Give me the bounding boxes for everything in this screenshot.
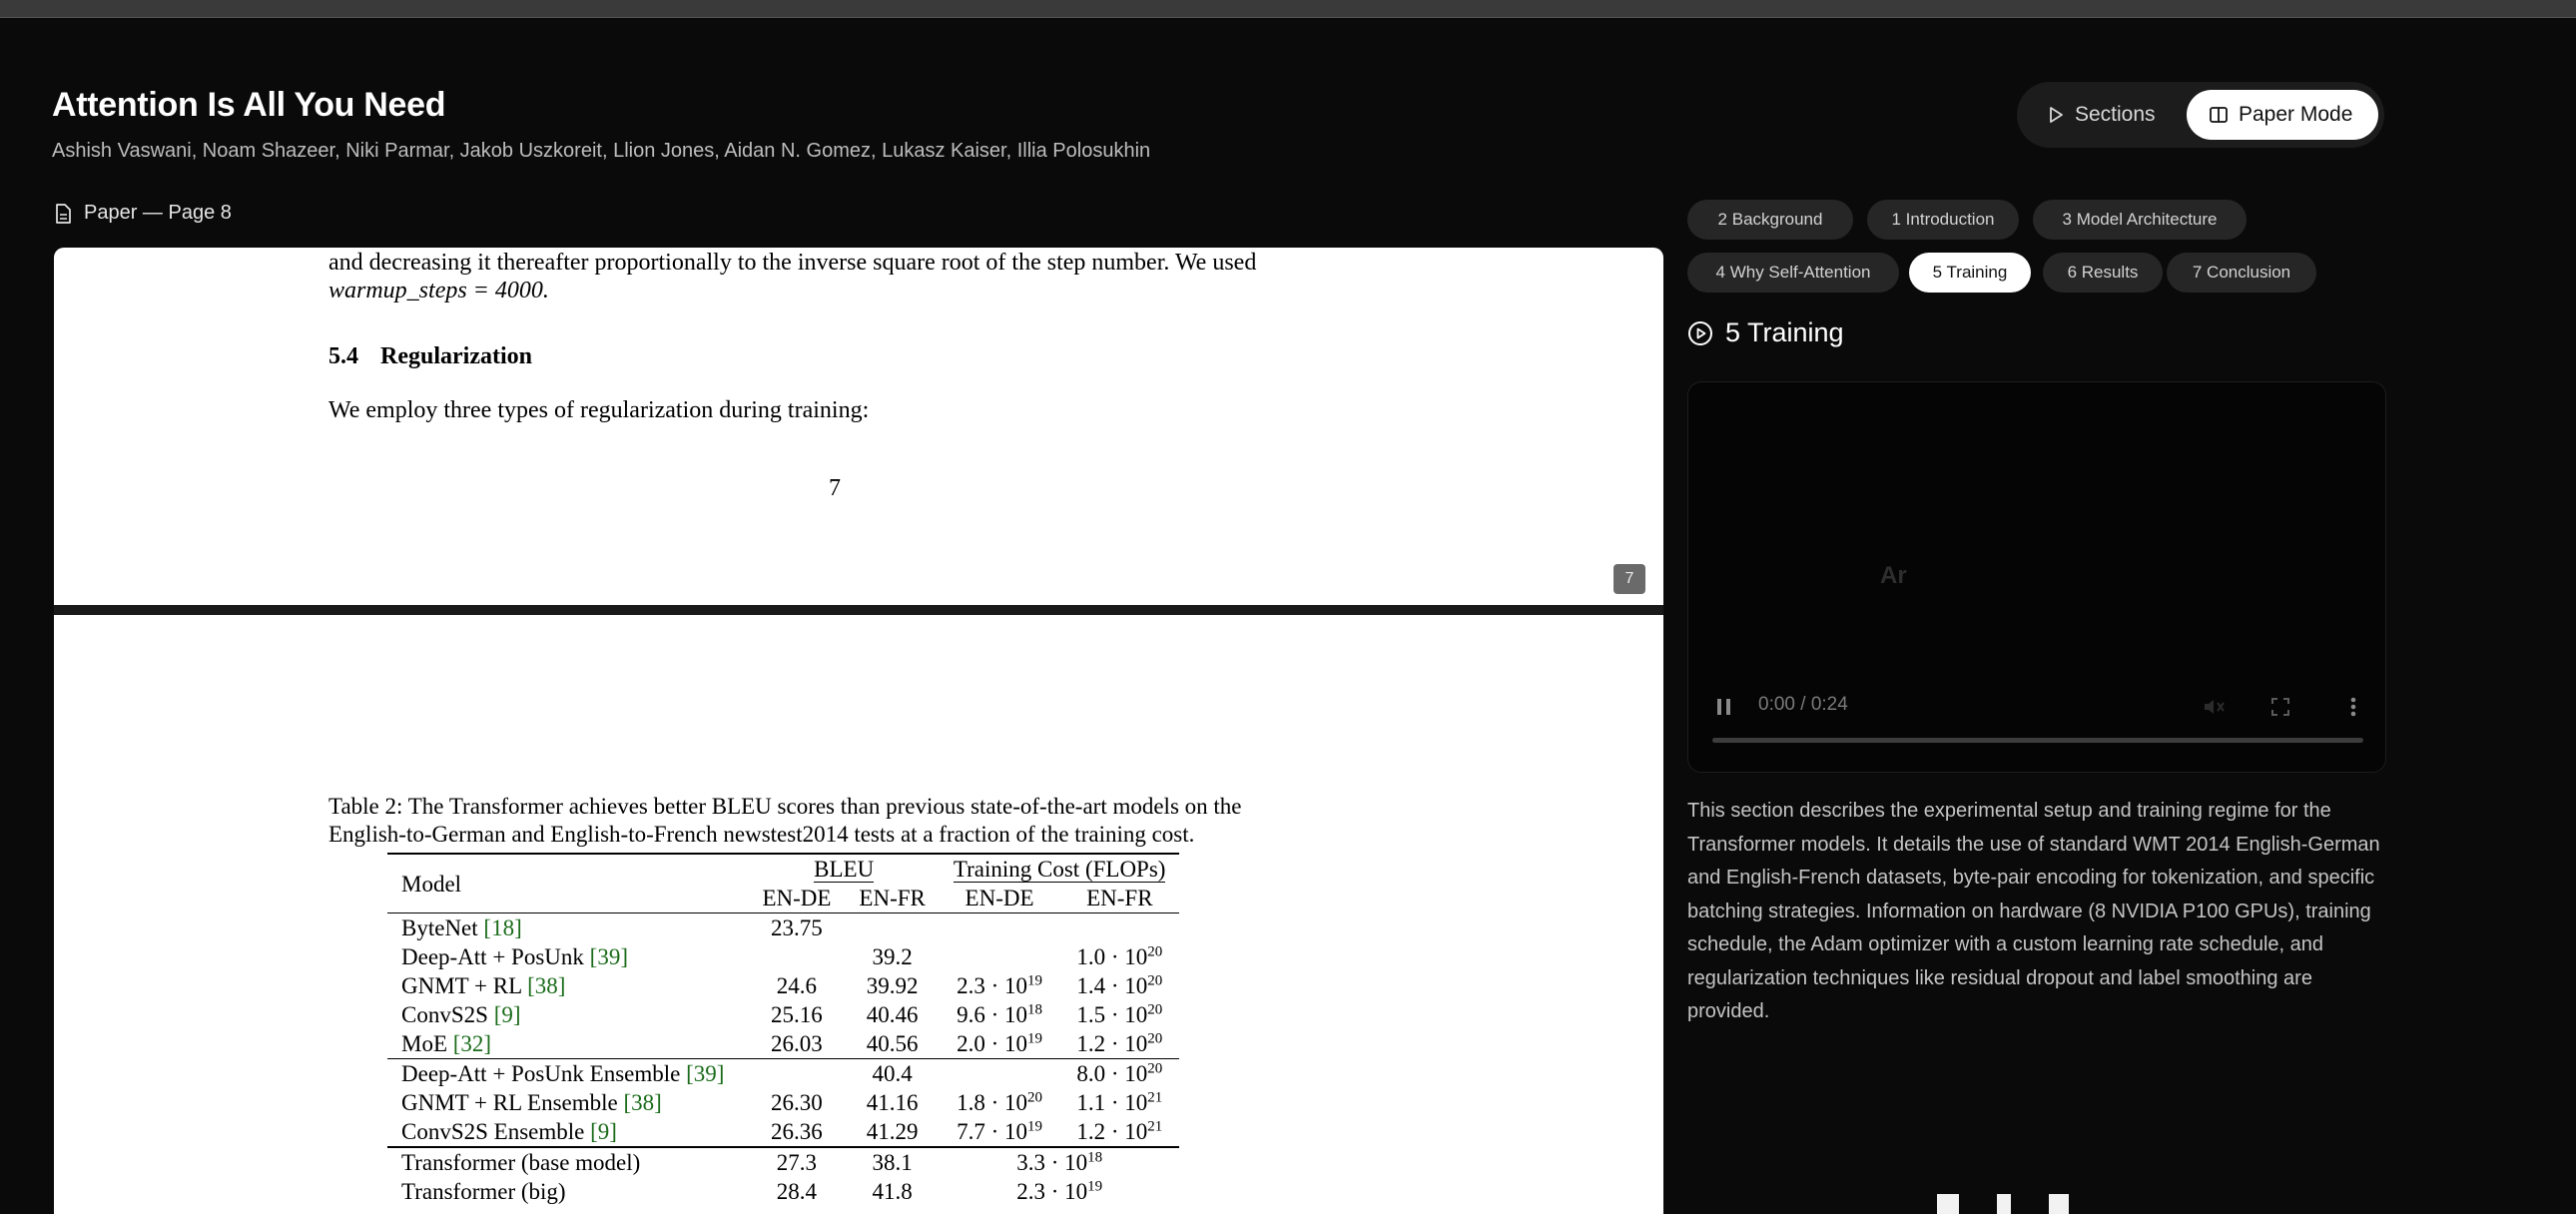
bleu-en-fr: 41.16 bbox=[866, 1090, 919, 1115]
bleu-en-de: 26.03 bbox=[771, 1031, 823, 1056]
page-number-badge: 7 bbox=[1613, 564, 1645, 594]
cost-combined bbox=[940, 1147, 1180, 1177]
table-row-transformer-big bbox=[387, 1177, 1179, 1206]
chip-conclusion[interactable]: 7 Conclusion bbox=[2167, 253, 2316, 293]
more-vertical-icon[interactable] bbox=[2347, 694, 2359, 720]
bleu-en-de: 28.4 bbox=[776, 1179, 818, 1204]
paper-mode-label: Paper Mode bbox=[2239, 103, 2353, 126]
cost-mantissa: 1.1 · 10 bbox=[1076, 1090, 1148, 1115]
header-bleu-text: BLEU bbox=[814, 857, 875, 882]
bleu-en-de: 24.6 bbox=[776, 973, 818, 998]
paper-mode-button[interactable] bbox=[2187, 90, 2378, 140]
model-name: ByteNet bbox=[401, 915, 478, 940]
cost-exponent: 19 bbox=[1026, 1118, 1042, 1135]
citation-link[interactable]: [39] bbox=[589, 944, 628, 969]
video-progress-bar[interactable] bbox=[1712, 738, 2363, 743]
caption-line: Table 2: The Transformer achieves better BLEU scores than previous state-of-the-art models on the bbox=[328, 794, 1242, 819]
cost-en-fr bbox=[1059, 1088, 1179, 1117]
cost-mantissa: 3.3 · 10 bbox=[1016, 1150, 1088, 1175]
cost-exponent: 21 bbox=[1147, 1089, 1163, 1106]
cost-mantissa: 1.8 · 10 bbox=[957, 1090, 1027, 1115]
model-name: MoE bbox=[401, 1031, 447, 1056]
citation-link[interactable]: [18] bbox=[483, 915, 522, 940]
page-label-text: Paper — Page 8 bbox=[84, 202, 232, 224]
model-name: Transformer (big) bbox=[401, 1179, 566, 1204]
cost-en-de bbox=[940, 971, 1059, 1000]
chip-background[interactable]: 2 Background bbox=[1687, 200, 1853, 240]
cost-exponent: 19 bbox=[1026, 972, 1042, 989]
section-heading-regularization bbox=[328, 343, 532, 370]
cost-en-de bbox=[940, 1029, 1059, 1059]
paper-page-7[interactable] bbox=[54, 248, 1663, 605]
window-top-bar bbox=[0, 0, 2576, 18]
model-name: Deep-Att + PosUnk Ensemble bbox=[401, 1061, 681, 1086]
document-icon bbox=[54, 204, 72, 224]
chip-results[interactable]: 6 Results bbox=[2043, 253, 2163, 293]
table-row bbox=[387, 1029, 1179, 1059]
row-model bbox=[387, 971, 748, 1000]
cost-exponent: 18 bbox=[1026, 1001, 1042, 1018]
row-model bbox=[387, 1088, 748, 1117]
model-name: ConvS2S Ensemble bbox=[401, 1119, 585, 1144]
citation-link[interactable]: [38] bbox=[527, 973, 566, 998]
table-row bbox=[387, 1000, 1179, 1029]
cost-en-de bbox=[940, 1000, 1059, 1029]
bleu-en-de: 26.36 bbox=[771, 1119, 823, 1144]
cost-exponent: 18 bbox=[1087, 1149, 1103, 1166]
row-model bbox=[387, 1117, 748, 1147]
sections-mode-button[interactable] bbox=[2025, 90, 2185, 140]
header-bleu-en-de: EN-DE bbox=[762, 886, 832, 910]
table-row bbox=[387, 971, 1179, 1000]
cost-en-fr bbox=[1059, 1029, 1179, 1059]
row-model bbox=[387, 1059, 748, 1089]
play-outline-icon bbox=[2047, 106, 2065, 124]
bleu-en-fr: 38.1 bbox=[872, 1150, 913, 1175]
sections-mode-label: Sections bbox=[2075, 103, 2156, 126]
bleu-en-de: 25.16 bbox=[771, 1002, 823, 1027]
paper-text-line: warmup_steps = 4000. bbox=[328, 278, 549, 304]
play-circle-icon bbox=[1687, 320, 1713, 346]
cost-combined bbox=[940, 1177, 1180, 1206]
cost-mantissa: 1.2 · 10 bbox=[1076, 1031, 1148, 1056]
cost-en-de bbox=[940, 1088, 1059, 1117]
header-bleu-en-fr: EN-FR bbox=[859, 886, 926, 910]
cost-en-de bbox=[940, 1117, 1059, 1147]
volume-muted-icon[interactable] bbox=[2202, 696, 2228, 718]
chip-training[interactable]: 5 Training bbox=[1909, 253, 2031, 293]
chip-introduction[interactable]: 1 Introduction bbox=[1867, 200, 2019, 240]
paper-page-indicator bbox=[54, 202, 232, 225]
header-bleu bbox=[748, 854, 939, 884]
paper-title: Attention Is All You Need bbox=[52, 86, 446, 124]
cost-mantissa: 7.7 · 10 bbox=[957, 1119, 1027, 1144]
section-video-player[interactable] bbox=[1687, 381, 2386, 773]
table-row bbox=[387, 913, 1179, 943]
row-model bbox=[387, 913, 748, 943]
cost-exponent: 19 bbox=[1026, 1030, 1042, 1047]
view-mode-toggle bbox=[2017, 82, 2384, 148]
video-controls bbox=[1688, 682, 2386, 742]
bleu-en-fr: 40.56 bbox=[866, 1031, 919, 1056]
cost-exponent: 20 bbox=[1026, 1089, 1042, 1106]
row-model bbox=[387, 1029, 748, 1059]
cost-exponent: 20 bbox=[1147, 1060, 1163, 1077]
fullscreen-icon[interactable] bbox=[2269, 696, 2291, 718]
row-model bbox=[387, 1000, 748, 1029]
video-frame-text: Ar bbox=[1880, 562, 1907, 589]
cost-en-fr bbox=[1059, 942, 1179, 971]
model-name: ConvS2S bbox=[401, 1002, 488, 1027]
section-number: 5.4 bbox=[328, 343, 358, 369]
bleu-en-fr: 39.92 bbox=[866, 973, 919, 998]
book-open-icon bbox=[2209, 105, 2229, 125]
bleu-en-de: 23.75 bbox=[771, 915, 823, 940]
bleu-en-fr: 41.8 bbox=[872, 1179, 913, 1204]
section-heading-text: Regularization bbox=[380, 343, 532, 369]
bleu-en-de: 26.30 bbox=[771, 1090, 823, 1115]
bleu-en-fr: 40.4 bbox=[872, 1061, 913, 1086]
model-name: Transformer (base model) bbox=[401, 1150, 641, 1175]
bleu-en-de: 27.3 bbox=[776, 1150, 818, 1175]
model-name: GNMT + RL bbox=[401, 973, 522, 998]
header-cost-en-de: EN-DE bbox=[965, 886, 1034, 910]
bleu-en-de bbox=[748, 1059, 845, 1089]
cost-en-fr bbox=[1059, 1059, 1179, 1089]
cost-mantissa: 1.5 · 10 bbox=[1076, 1002, 1148, 1027]
table-row bbox=[387, 1117, 1179, 1147]
cost-exponent: 20 bbox=[1147, 1030, 1163, 1047]
row-model bbox=[387, 942, 748, 971]
bleu-en-de bbox=[748, 942, 845, 971]
table-caption bbox=[328, 793, 1387, 849]
cost-en-fr bbox=[1059, 1117, 1179, 1147]
page-footer-number: 7 bbox=[829, 475, 841, 501]
citation-link[interactable]: [9] bbox=[590, 1119, 617, 1144]
cost-exponent: 20 bbox=[1147, 972, 1163, 989]
cost-exponent: 21 bbox=[1147, 1118, 1163, 1135]
header-training-cost bbox=[940, 854, 1180, 884]
paper-text-line: and decreasing it thereafter proportionally to the inverse square root of the step number. We used bbox=[328, 250, 1257, 276]
cost-mantissa: 2.0 · 10 bbox=[957, 1031, 1027, 1056]
cost-mantissa: 9.6 · 10 bbox=[957, 1002, 1027, 1027]
cost-en-fr bbox=[1059, 1000, 1179, 1029]
citation-link[interactable]: [39] bbox=[686, 1061, 725, 1086]
chip-why-self-attention[interactable]: 4 Why Self-Attention bbox=[1687, 253, 1899, 293]
cost-en-de bbox=[940, 913, 1059, 943]
cost-mantissa: 1.2 · 10 bbox=[1076, 1119, 1148, 1144]
cost-exponent: 19 bbox=[1087, 1178, 1103, 1195]
caption-line: English-to-German and English-to-French newstest2014 tests at a fraction of the training cost. bbox=[328, 822, 1195, 847]
citation-link[interactable]: [9] bbox=[493, 1002, 521, 1027]
section-description: This section describes the experimental setup and training regime for the Transformer models. It details the use of standard WMT 2014 English-German and English-French datasets, byte-pair encoding for tokenization, and specific batching strategies. Information on hardware (8 NVIDIA P100 GPUs), training schedule, the Adam optimizer with a custom learning rate schedule, and regularization techniques like residual dropout and label smoothing are provided. bbox=[1687, 800, 2380, 1022]
chip-model-architecture[interactable]: 3 Model Architecture bbox=[2033, 200, 2247, 240]
current-section-title: 5 Training bbox=[1725, 317, 1844, 347]
table-row bbox=[387, 942, 1179, 971]
model-name: Deep-Att + PosUnk bbox=[401, 944, 584, 969]
cost-mantissa: 1.0 · 10 bbox=[1076, 944, 1148, 969]
cost-mantissa: 1.4 · 10 bbox=[1076, 973, 1148, 998]
cost-mantissa: 2.3 · 10 bbox=[957, 973, 1027, 998]
cost-en-de bbox=[940, 942, 1059, 971]
current-section-heading bbox=[1687, 317, 1844, 348]
cost-exponent: 20 bbox=[1147, 1001, 1163, 1018]
table-row-transformer-base bbox=[387, 1147, 1179, 1177]
header-cost-en-fr: EN-FR bbox=[1086, 886, 1153, 910]
bleu-en-fr: 40.46 bbox=[866, 1002, 919, 1027]
table-row bbox=[387, 1059, 1179, 1089]
table-row bbox=[387, 1088, 1179, 1117]
bleu-en-fr: 39.2 bbox=[872, 944, 913, 969]
pause-icon[interactable] bbox=[1714, 694, 1736, 720]
cost-mantissa: 8.0 · 10 bbox=[1076, 1061, 1148, 1086]
cost-mantissa: 2.3 · 10 bbox=[1016, 1179, 1088, 1204]
bleu-results-table bbox=[387, 853, 1179, 1206]
paper-authors: Ashish Vaswani, Noam Shazeer, Niki Parmar, Jakob Uszkoreit, Llion Jones, Aidan N. Gomez, Lukasz Kaiser, Illia Polosukhin bbox=[52, 140, 1151, 162]
cost-en-de bbox=[940, 1059, 1059, 1089]
cost-en-fr bbox=[1059, 971, 1179, 1000]
video-overlay-fragment bbox=[1937, 1194, 2077, 1214]
citation-link[interactable]: [32] bbox=[452, 1031, 492, 1056]
cost-exponent: 20 bbox=[1147, 943, 1163, 960]
model-name: GNMT + RL Ensemble bbox=[401, 1090, 618, 1115]
video-time: 0:00 / 0:24 bbox=[1758, 694, 1848, 715]
header-cost-text: Training Cost (FLOPs) bbox=[953, 857, 1166, 882]
paper-paragraph: We employ three types of regularization during training: bbox=[328, 397, 870, 423]
paper-page-8[interactable] bbox=[54, 615, 1663, 1214]
citation-link[interactable]: [38] bbox=[623, 1090, 662, 1115]
bleu-en-fr: 41.29 bbox=[866, 1119, 919, 1144]
cost-en-fr bbox=[1059, 913, 1179, 943]
bleu-en-fr bbox=[845, 913, 939, 943]
page-separator bbox=[54, 605, 1663, 615]
header-model: Model bbox=[401, 871, 462, 897]
